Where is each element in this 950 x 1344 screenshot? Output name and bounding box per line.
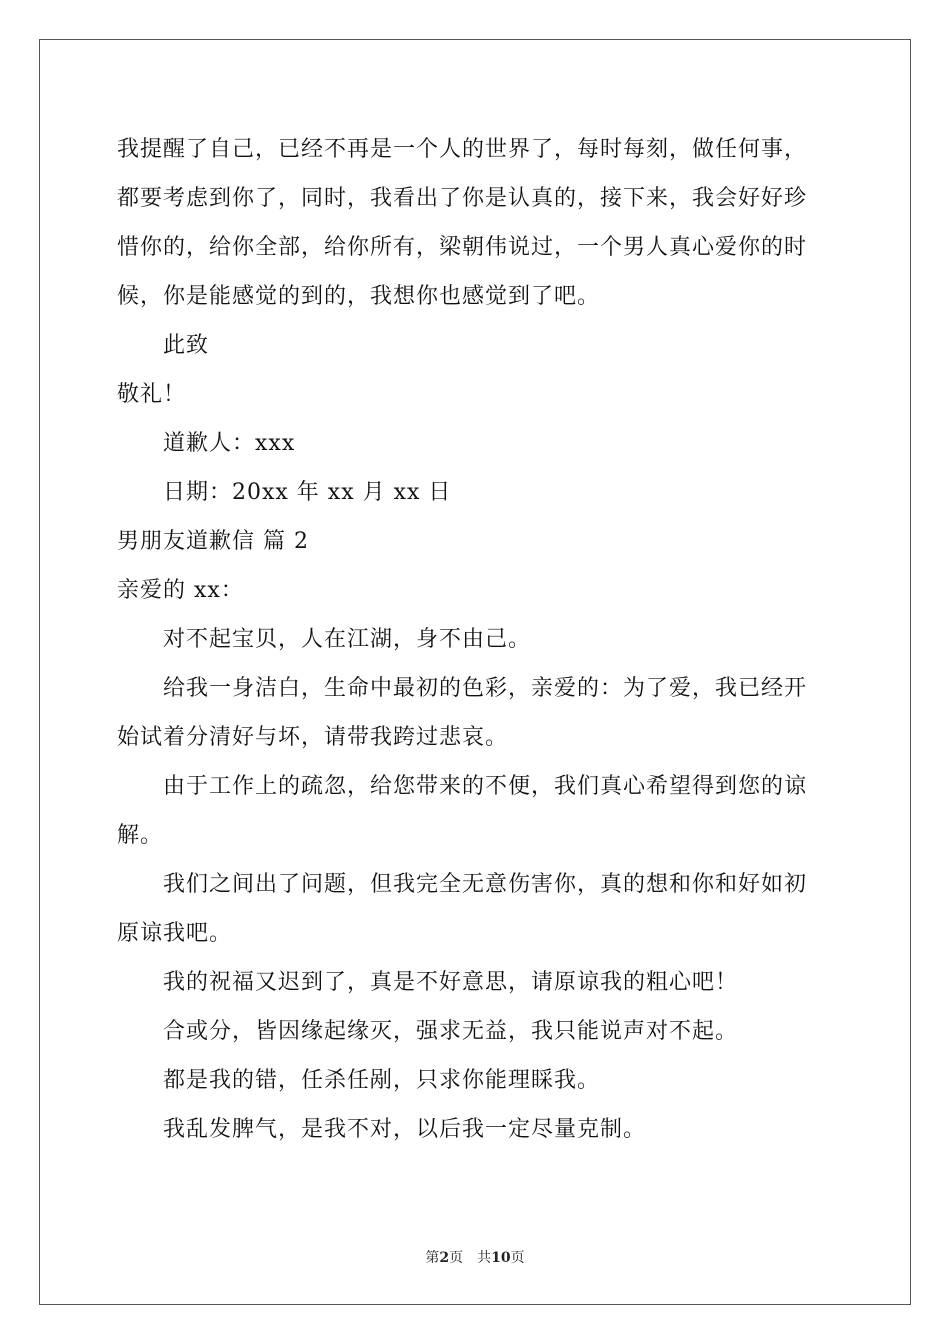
text-line: 我提醒了自己，已经不再是一个人的世界了，每时每刻，做任何事， <box>117 137 808 162</box>
text-line: 候，你是能感觉的到的，我想你也感觉到了吧。 <box>117 284 601 309</box>
total-page-count: 10 <box>491 1250 511 1266</box>
closing-salutation: 此致 <box>163 333 210 358</box>
text-line: 解。 <box>117 823 164 848</box>
text-line: 由于工作上的疏忽，给您带来的不便，我们真心希望得到您的谅 <box>163 774 808 799</box>
text-line: 给我一身洁白，生命中最初的色彩，亲爱的：为了爱，我已经开 <box>163 676 808 701</box>
page-prefix: 第 <box>425 1250 440 1266</box>
text-line: 原谅我吧。 <box>117 921 233 946</box>
text-line: 我乱发脾气，是我不对，以后我一定尽量克制。 <box>163 1117 647 1142</box>
text-line: 始试着分清好与坏，请带我跨过悲哀。 <box>117 725 509 750</box>
greeting-line: 亲爱的 xx： <box>117 578 244 603</box>
text-line: 合或分，皆因缘起缘灭，强求无益，我只能说声对不起。 <box>163 1019 739 1044</box>
text-line: 都要考虑到你了，同时，我看出了你是认真的，接下来，我会好好珍 <box>117 186 808 211</box>
text-line: 都是我的错，任杀任剐，只求你能理睬我。 <box>163 1068 601 1093</box>
text-line: 我们之间出了问题，但我完全无意伤害你，真的想和你和好如初 <box>163 872 808 897</box>
date-line: 日期：20xx 年 xx 月 xx 日 <box>163 480 452 505</box>
total-suffix: 页 <box>510 1250 525 1266</box>
total-prefix: 共 <box>477 1250 492 1266</box>
signature-line: 道歉人：xxx <box>163 431 296 456</box>
closing-regards: 敬礼！ <box>117 382 187 407</box>
page-suffix: 页 <box>449 1250 464 1266</box>
page-footer <box>0 1247 950 1267</box>
text-line: 惜你的，给你全部，给你所有，梁朝伟说过，一个男人真心爱你的时 <box>117 235 808 260</box>
section-heading: 男朋友道歉信 篇 2 <box>117 529 309 554</box>
document-body <box>117 125 837 1154</box>
text-line: 我的祝福又迟到了，真是不好意思，请原谅我的粗心吧！ <box>163 970 739 995</box>
text-line: 对不起宝贝，人在江湖，身不由己。 <box>163 627 532 652</box>
current-page-number: 2 <box>439 1250 450 1266</box>
